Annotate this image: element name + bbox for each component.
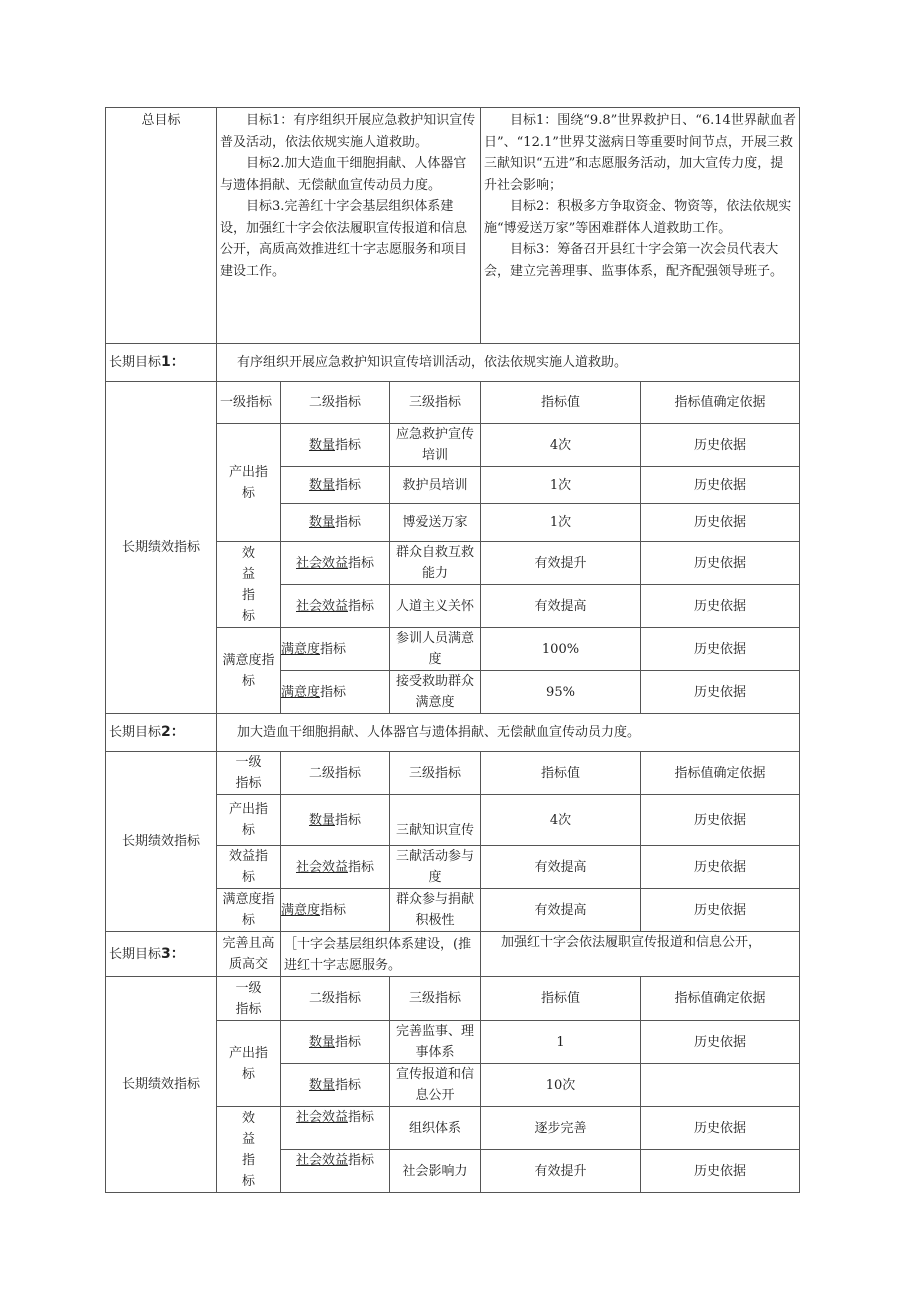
goal1-label-text: 长期目标 — [109, 355, 162, 370]
overall-goal-col1-item: 目标2.加大造血干细胞捐献、人体器官与遗体捐献、无偿献血宣传动员力度。 — [220, 156, 467, 193]
goal1-l3: 应急救护宣传培训 — [390, 424, 481, 467]
goal1-l3: 人道主义关怀 — [390, 585, 481, 628]
goal1-l2-suffix: 指标 — [320, 641, 347, 657]
goal2-header-value: 指标值 — [481, 752, 641, 795]
goal1-basis: 历史依据 — [641, 467, 800, 504]
goal1-l3: 博爱送万家 — [390, 504, 481, 542]
goal3-l2 — [281, 1021, 390, 1064]
overall-goal-col1-item: 目标1：有序组织开展应急救护知识宣传普及活动，依法依规实施人道救助。 — [220, 113, 476, 150]
goal1-label-num: 1： — [161, 354, 185, 370]
goal1-l2-underlined: 满意度 — [281, 641, 321, 657]
goal2-group-satisfaction: 满意度指标 — [217, 889, 281, 932]
goal3-l2-suffix: 指标 — [335, 1034, 362, 1050]
goal3-l3: 社会影响力 — [390, 1150, 481, 1193]
goal2-basis: 历史依据 — [641, 795, 800, 846]
goal1-group-satisfaction: 满意度指标 — [217, 628, 281, 714]
goal1-l3: 群众自救互救能力 — [390, 542, 481, 585]
goal2-basis: 历史依据 — [641, 889, 800, 932]
goal1-basis: 历史依据 — [641, 424, 800, 467]
goal1-l2-suffix: 指标 — [348, 598, 375, 614]
goal2-header-level1: 一级指标 — [217, 752, 281, 795]
goal3-label — [106, 932, 217, 977]
goal1-header-value: 指标值 — [481, 382, 641, 424]
goal2-row — [106, 714, 800, 752]
goal3-value: 逐步完善 — [481, 1107, 641, 1150]
goal2-l2-suffix: 指标 — [335, 812, 362, 828]
overall-goal-col2-item: 目标2：积极多方争取资金、物资等，依法依规实施“博爱送万家”等困难群体人道救助工作。 — [484, 199, 792, 236]
goal1-value: 4次 — [481, 424, 641, 467]
goal1-value: 95% — [481, 671, 641, 714]
goal3-l2-underlined: 数量 — [308, 1077, 335, 1093]
goal1-l2-suffix: 指标 — [348, 555, 375, 571]
goal3-group-benefit: 效益指标 — [217, 1107, 281, 1193]
goal1-l3: 救护员培训 — [390, 467, 481, 504]
goal2-label — [106, 714, 217, 752]
goal3-group-output: 产出指标 — [217, 1021, 281, 1107]
goal2-header-level2: 二级指标 — [281, 752, 390, 795]
goal3-l2-underlined: 社会效益 — [295, 1153, 348, 1168]
goal3-l2-suffix: 指标 — [348, 1110, 375, 1125]
goal1-l2 — [281, 424, 390, 467]
goal3-l2-underlined: 社会效益 — [295, 1110, 348, 1125]
goal2-group-output: 产出指标 — [217, 795, 281, 846]
overall-goal-col2-item: 目标3：筹备召开县红十字会第一次会员代表大会，建立完善理事、监事体系，配齐配强领导班子。 — [484, 242, 784, 279]
goal3-perf-label: 长期绩效指标 — [106, 977, 217, 1193]
goal3-header-level2: 二级指标 — [281, 977, 390, 1021]
goal1-l2 — [281, 671, 390, 714]
goal3-basis: 历史依据 — [641, 1107, 800, 1150]
goal2-l2-underlined: 数量 — [308, 812, 335, 828]
goal1-label — [106, 344, 217, 382]
goal2-group-benefit: 效益指标 — [217, 846, 281, 889]
goal2-value: 有效提高 — [481, 846, 641, 889]
goal2-header-basis: 指标值确定依据 — [641, 752, 800, 795]
goal1-l2-suffix: 指标 — [320, 684, 347, 700]
goal1-value: 有效提升 — [481, 542, 641, 585]
goal3-l3: 宣传报道和信息公开 — [390, 1064, 481, 1107]
goal1-basis: 历史依据 — [641, 671, 800, 714]
goal2-l3: 三献知识宣传 — [390, 795, 481, 846]
goal2-l3: 群众参与捐献积极性 — [390, 889, 481, 932]
goal1-group-benefit: 效益指标 — [217, 542, 281, 628]
goal3-l3: 组织体系 — [390, 1107, 481, 1150]
overall-goal-col1-item: 目标3.完善红十字会基层组织体系建设，加强红十字会依法履职宣传报道和信息公开，高质高效推进红十字志愿服务和项目建设工作。 — [220, 199, 468, 279]
goal1-header-row — [106, 382, 800, 424]
goal1-basis: 历史依据 — [641, 542, 800, 585]
goal1-l2-underlined: 满意度 — [281, 684, 321, 700]
goal1-row — [106, 344, 800, 382]
goal1-l2-suffix: 指标 — [335, 437, 362, 453]
goal2-l2-underlined: 满意度 — [281, 902, 321, 918]
overall-goal-col1 — [217, 108, 481, 344]
goal1-value: 100% — [481, 628, 641, 671]
goal1-group-output: 产出指标 — [217, 424, 281, 542]
goal2-text: 加大造血干细胞捐献、人体器官与遗体捐献、无偿献血宣传动员力度。 — [217, 714, 800, 752]
goal1-l2 — [281, 467, 390, 504]
goal2-basis: 历史依据 — [641, 846, 800, 889]
goal3-value: 1 — [481, 1021, 641, 1064]
goal3-text-b: ［十字会基层组织体系建设，(推进红十字志愿服务。 — [281, 932, 481, 977]
goal3-basis — [641, 1064, 800, 1107]
goal1-header-level2: 二级指标 — [281, 382, 390, 424]
goal2-l3: 三献活动参与度 — [390, 846, 481, 889]
overall-goal-col2-item: 目标1：围绕“9.8”世界救护日、“6.14世界献血者日”、“12.1”世界艾滋病日等重要时间节点，开展三救三献知识“五进”和志愿服务活动，加大宣传力度，提升社会影响； — [484, 113, 796, 193]
goal1-text: 有序组织开展应急救护知识宣传培训活动，依法依规实施人道救助。 — [217, 344, 800, 382]
performance-goal-table — [105, 107, 800, 1193]
overall-goal-col2 — [481, 108, 800, 344]
goal1-basis: 历史依据 — [641, 504, 800, 542]
goal3-row — [106, 932, 800, 977]
goal3-l2 — [281, 1107, 390, 1150]
goal1-l3: 接受救助群众满意度 — [390, 671, 481, 714]
goal2-l2-suffix: 指标 — [320, 902, 347, 918]
goal3-basis: 历史依据 — [641, 1150, 800, 1193]
goal1-l2 — [281, 628, 390, 671]
goal1-header-level1: 一级指标 — [217, 382, 281, 424]
goal3-l3: 完善监事、理事体系 — [390, 1021, 481, 1064]
goal3-l2 — [281, 1150, 390, 1193]
goal3-header-level1: 一级指标 — [217, 977, 281, 1021]
goal2-label-num: 2： — [161, 724, 185, 740]
goal1-l2-underlined: 社会效益 — [295, 555, 348, 571]
goal2-l2-underlined: 社会效益 — [295, 859, 348, 875]
goal2-l2-suffix: 指标 — [348, 859, 375, 875]
goal1-value: 1次 — [481, 504, 641, 542]
overall-goal-row — [106, 108, 800, 344]
goal3-l2-underlined: 数量 — [308, 1034, 335, 1050]
goal1-basis: 历史依据 — [641, 585, 800, 628]
performance-goal-table-page — [105, 107, 799, 1193]
goal3-l2 — [281, 1064, 390, 1107]
goal1-l2-suffix: 指标 — [335, 515, 362, 530]
goal3-l2-suffix: 指标 — [335, 1077, 362, 1093]
goal1-l2 — [281, 585, 390, 628]
goal3-header-level3: 三级指标 — [390, 977, 481, 1021]
goal2-perf-label: 长期绩效指标 — [106, 752, 217, 932]
goal1-l2-underlined: 数量 — [308, 515, 335, 530]
goal1-basis: 历史依据 — [641, 628, 800, 671]
goal3-l2-suffix: 指标 — [348, 1153, 375, 1168]
goal1-header-basis: 指标值确定依据 — [641, 382, 800, 424]
goal1-value: 1次 — [481, 467, 641, 504]
goal1-l3: 参训人员满意度 — [390, 628, 481, 671]
goal3-value: 10次 — [481, 1064, 641, 1107]
goal3-header-value: 指标值 — [481, 977, 641, 1021]
goal1-l2-underlined: 数量 — [308, 437, 335, 453]
goal2-header-row — [106, 752, 800, 795]
goal1-perf-label: 长期绩效指标 — [106, 382, 217, 714]
goal3-text-a: 完善且高质高交 — [217, 932, 281, 977]
goal2-label-text: 长期目标 — [109, 725, 162, 740]
goal3-text-c: 加强红十字会依法履职宣传报道和信息公开， — [481, 932, 800, 977]
goal3-value: 有效提升 — [481, 1150, 641, 1193]
goal3-label-num: 3： — [161, 945, 185, 962]
goal2-l2 — [281, 889, 390, 932]
goal1-l2-underlined: 数量 — [308, 477, 335, 493]
goal3-basis: 历史依据 — [641, 1021, 800, 1064]
goal1-l2 — [281, 542, 390, 585]
goal2-header-level3: 三级指标 — [390, 752, 481, 795]
goal3-header-row — [106, 977, 800, 1021]
goal1-l2 — [281, 504, 390, 542]
overall-goal-label: 总目标 — [106, 108, 217, 344]
goal3-header-basis: 指标值确定依据 — [641, 977, 800, 1021]
goal1-header-level3: 三级指标 — [390, 382, 481, 424]
goal2-l2 — [281, 795, 390, 846]
goal1-l2-underlined: 社会效益 — [295, 598, 348, 614]
goal2-value: 4次 — [481, 795, 641, 846]
goal1-l2-suffix: 指标 — [335, 477, 362, 493]
goal1-value: 有效提高 — [481, 585, 641, 628]
goal2-value: 有效提高 — [481, 889, 641, 932]
goal3-label-text: 长期目标 — [109, 946, 162, 962]
goal2-l2 — [281, 846, 390, 889]
